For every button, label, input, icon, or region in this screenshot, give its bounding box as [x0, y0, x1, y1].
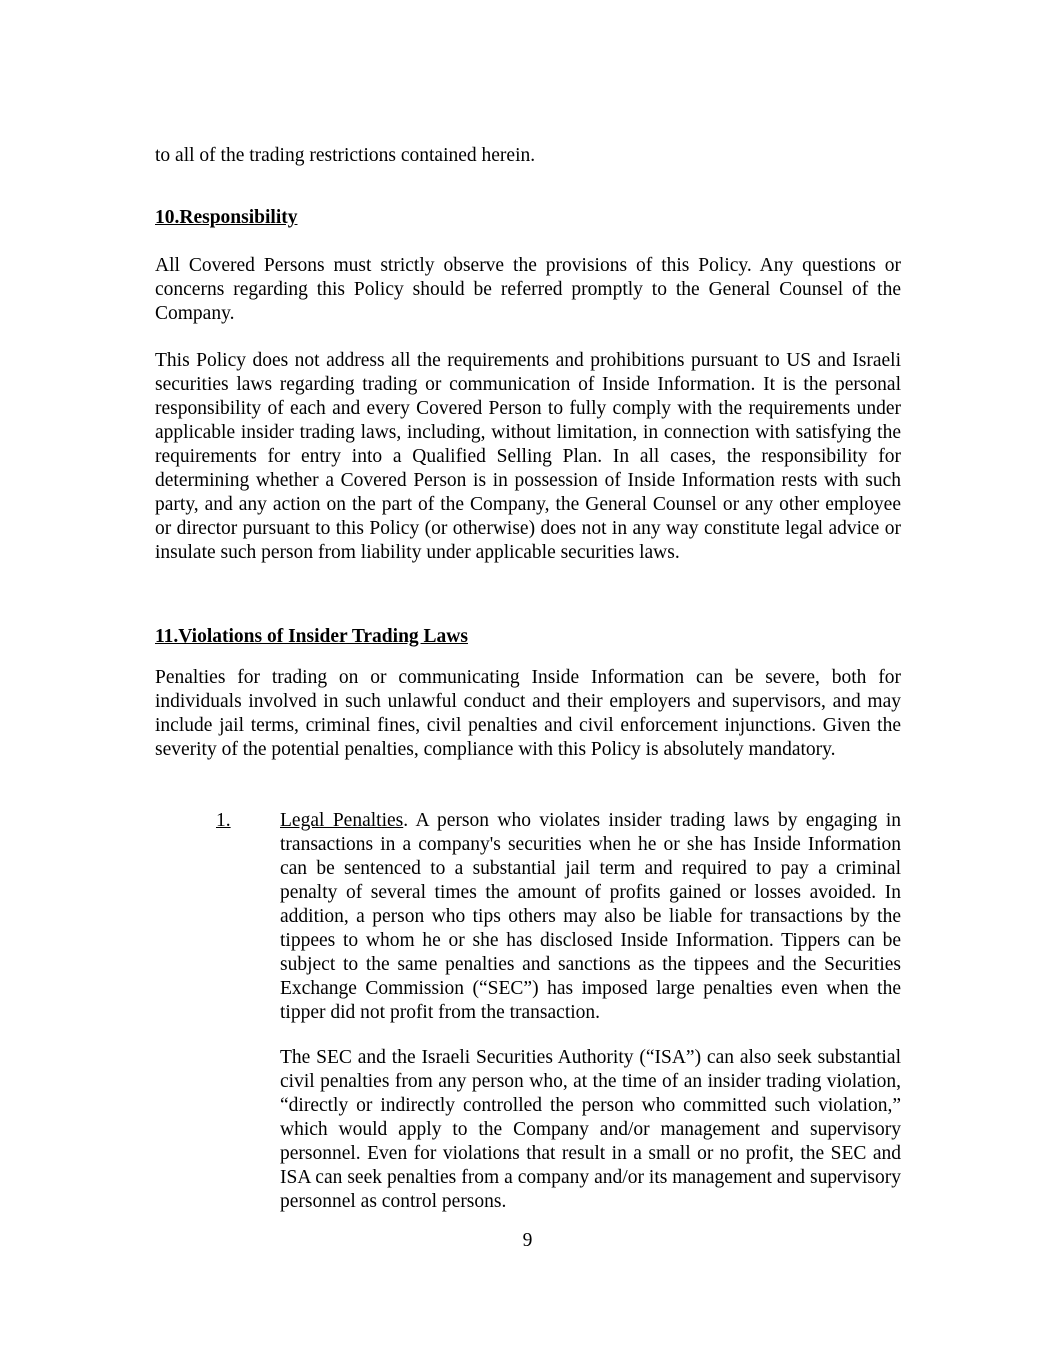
- section-11-paragraph-1: Penalties for trading on or communicating Inside Information can be severe, both for individuals involved in such unlawful conduct and their employers and supervisors, and may include jail terms, criminal fines, civil penalties and civil enforcement injunctions. Given the severity of the potential penalties, compliance with this Policy is absolutely mandatory.: [155, 667, 901, 760]
- legal-penalties-text: . A person who violates insider trading laws by engaging in transactions in a company's securities when he or she has Inside Information can be sentenced to a substantial jail term and required to pay a criminal penalty of several times the amount of profits gained or losses avoided. In addition, a person who tips others may also be liable for transactions by the tippees to whom he or she has disclosed Inside Information. Tippers can be subject to the same penalties and sanctions as the tippees and the Securities Exchange Commission (“SEC”) has imposed large penalties even when the tipper did not profit from the transaction.: [280, 810, 901, 1023]
- section-10-heading: 10.Responsibility: [155, 207, 298, 228]
- page-number: 9: [522, 1230, 533, 1251]
- continuation-text: to all of the trading restrictions contained herein.: [155, 145, 536, 166]
- legal-penalties-paragraph-2: The SEC and the Israeli Securities Authority (“ISA”) can also seek substantial civil penalties from any person who, at the time of an insider trading violation, “directly or indirectly controlled the person who committed such violation,” which would apply to the Company and/or management and supervisory personnel. Even for violations that result in a small or no profit, the SEC and ISA can seek penalties from a company and/or its management and supervisory personnel as control persons.: [280, 1047, 901, 1212]
- list-item-legal-penalties: [280, 809, 901, 1025]
- section-10-paragraph-2: This Policy does not address all the requirements and prohibitions pursuant to US and Israeli securities laws regarding trading or communication of Inside Information. It is the personal responsibility of each and every Covered Person to fully comply with the requirements under applicable insider trading laws, including, without limitation, in connection with satisfying the requirements for entry into a Qualified Selling Plan. In all cases, the responsibility for determining whether a Covered Person is in possession of Inside Information rests with such party, and any action on the part of the Company, the General Counsel or any other employee or director pursuant to this Policy (or otherwise) does not in any way constitute legal advice or insulate such person from liability under applicable securities laws.: [155, 350, 901, 563]
- list-item-number: 1.: [216, 810, 231, 831]
- section-11-heading: 11.Violations of Insider Trading Laws: [155, 626, 468, 647]
- section-10-paragraph-1: All Covered Persons must strictly observe the provisions of this Policy. Any questions or concerns regarding this Policy should be referred promptly to the General Counsel of the Company.: [155, 255, 901, 324]
- legal-penalties-title: Legal Penalties: [280, 810, 404, 831]
